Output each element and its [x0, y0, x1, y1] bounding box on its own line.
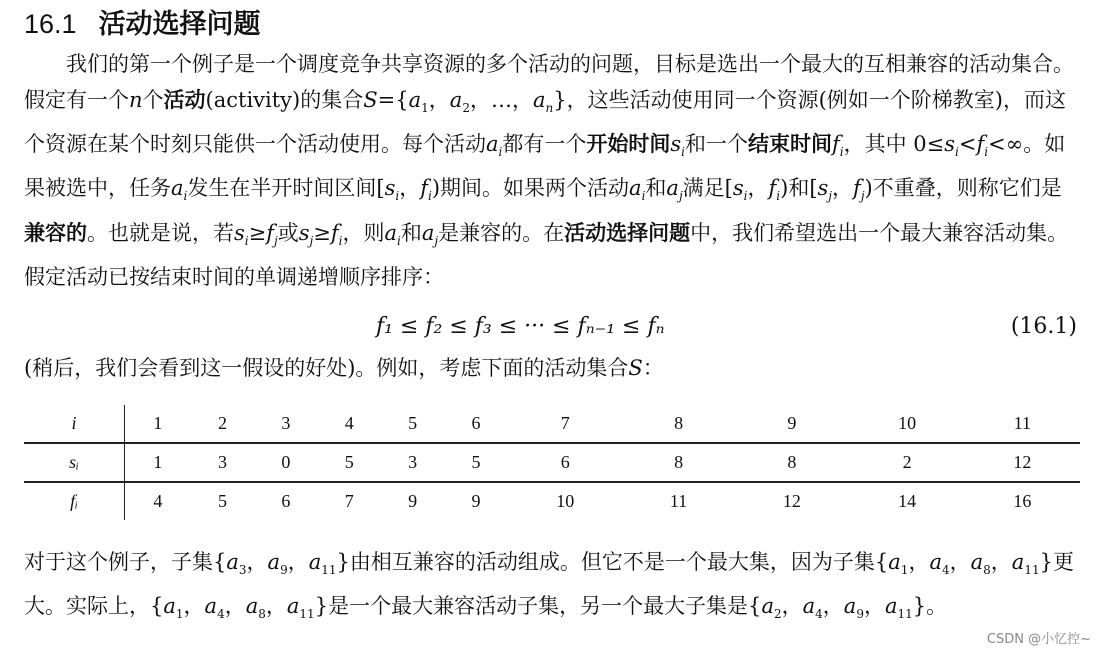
- example-paragraph: 对于这个例子，子集{$a_3$，$a_9$，$a_{11}$}由相互兼容的活动组成。但它不是一个最大集，因为子集{$a_1$，$a_4$，$a_8$，$a_{11}$}更大。实际上，{$a_1$，$a_4$，$a_8$，$a_{11}$}是一个最大兼容活动子集，另一个最大子集是{$a_2$，$a_4$，$a_9$，$a_{11}$}。: [24, 550, 1074, 622]
- table-cell: 10: [556, 491, 575, 511]
- table-cell: 3: [191, 443, 254, 482]
- equation-number: (16.1): [1010, 314, 1077, 339]
- table-cell: 0: [254, 443, 317, 482]
- intro-paragraph: 我们的第一个例子是一个调度竞争共享资源的多个活动的问题，目标是选出一个最大的互相兼容的活动集合。假定有一个n个活动(activity)的集合$S=\{a_1$，$a_2$，…，$a_n$}，这些活动使用同一个资源(例如一个阶梯教室)，而这个资源在某个时刻只能供一个活动使用。每个活动$a_i$都有一个开始时间$s_i$和一个结束时间$f_i$，其中 $0\le s_i<f_i<\infty$。如果被选中，任务$a_i$发生在半开时间区间[$s_i$，$f_i$)期间。如果两个活动$a_i$和$a_j$满足[$s_i$，$f_i$)和[$s_j$，$f_j$)不重叠，则称它们是兼容的。也就是说，若$s_i\ge f_j$或$s_j\ge f_i$，则$a_i$和$a_j$是兼容的。在活动选择问题中，我们希望选出一个最大兼容活动集。假定活动已按结束时间的单调递增顺序排序：: [24, 52, 1074, 289]
- table-cell: 7: [344, 491, 354, 511]
- table-cell: 8: [734, 443, 849, 482]
- table-cell: 9: [471, 491, 481, 511]
- activity-table: [24, 405, 1080, 520]
- table-cell: 5: [217, 491, 227, 511]
- table-cell: 12: [782, 491, 801, 511]
- table-cell: 5: [381, 405, 444, 443]
- table-cell: 14: [898, 491, 917, 511]
- row-header: i: [24, 405, 125, 443]
- table-cell: 7: [508, 405, 623, 443]
- equation-formula: f₁ ≤ f₂ ≤ f₃ ≤ ··· ≤ fₙ₋₁ ≤ fₙ: [376, 314, 665, 339]
- table-cell: 1: [125, 405, 191, 443]
- row-header: sᵢ: [24, 443, 125, 482]
- table-cell: 11: [669, 491, 688, 511]
- table-cell: 5: [444, 443, 507, 482]
- table-cell: 2: [850, 443, 965, 482]
- table-cell: 2: [191, 405, 254, 443]
- table-row: [24, 405, 1080, 443]
- section-number: 16.1: [24, 9, 77, 39]
- table-cell: 4: [318, 405, 381, 443]
- table-cell: 8: [623, 443, 734, 482]
- table-cell: 4: [153, 491, 163, 511]
- table-cell: 16: [1013, 491, 1032, 511]
- equation: [0, 314, 1101, 348]
- table-cell: 6: [281, 491, 291, 511]
- table-row: [24, 443, 1080, 482]
- example-intro: (稍后，我们会看到这一假设的好处)。例如，考虑下面的活动集合S：: [24, 356, 664, 380]
- watermark: CSDN @小忆控~: [986, 632, 1091, 647]
- table-cell: 10: [850, 405, 965, 443]
- table-cell: 3: [381, 443, 444, 482]
- table-cell: 9: [408, 491, 418, 511]
- row-header: fᵢ: [24, 482, 125, 520]
- table-cell: 6: [444, 405, 507, 443]
- table-cell: 11: [965, 405, 1080, 443]
- table-cell: 3: [254, 405, 317, 443]
- table-cell: 6: [508, 443, 623, 482]
- table-cell: 5: [318, 443, 381, 482]
- table-cell: 9: [734, 405, 849, 443]
- section-heading: [24, 2, 261, 41]
- table-row: [24, 482, 1080, 520]
- table-cell: 8: [623, 405, 734, 443]
- table-cell: 12: [965, 443, 1080, 482]
- section-title: 活动选择问题: [98, 9, 261, 40]
- table-cell: 1: [125, 443, 191, 482]
